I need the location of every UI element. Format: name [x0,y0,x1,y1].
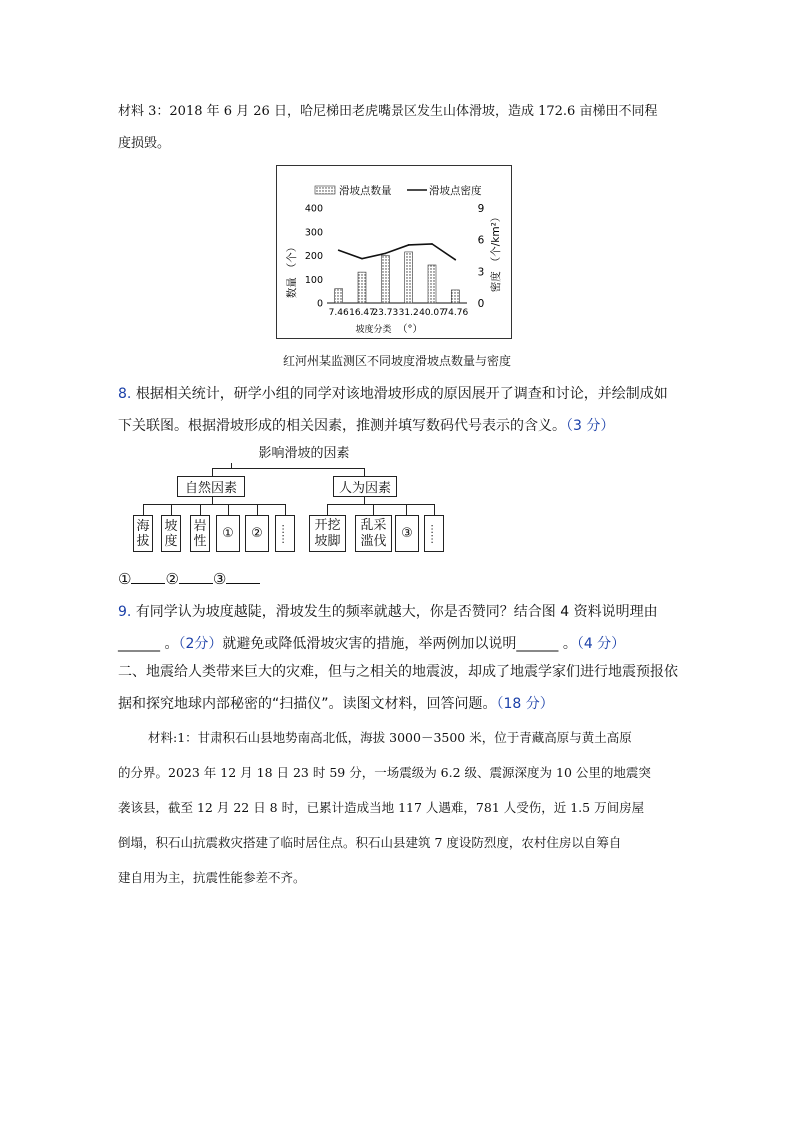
y-right-tick-label: 6 [477,234,485,247]
density-line [339,244,456,260]
material1-line: 的分界。2023 年 12 月 18 日 23 时 59 分，一场震级为 6.2 级、震源深度为 10 公里的地震突 [118,765,651,780]
q8-number: 8. [118,386,132,402]
x-tick-label: 23.73 [372,308,399,318]
q9-line1: 有同学认为坡度越陡，滑坡发生的频率就越大，你是否赞同？结合图 4 资料说明理由 [135,604,658,620]
x-tick-label: 31.2 [398,308,419,318]
leaf-drop [171,504,172,515]
x-tick-label: 40.07 [419,308,445,318]
human-branch-line [327,504,435,505]
leaf-drop [406,504,407,515]
leaf-drop [434,504,435,515]
bar-23.73 [381,256,389,304]
section2-line2: 据和探究地球内部秘密的“扫描仪”。读图文材料，回答问题。 [118,696,497,712]
natural-drop [212,468,213,476]
leaf-blank-3: ③ [395,515,419,552]
bar-7.46 [335,289,343,303]
leaf-drop [228,504,229,515]
y-right-tick-label: 3 [477,266,485,279]
natural-branch-line [143,504,285,505]
y-left-tick-label: 300 [304,227,323,239]
material1-line: 袭该县，截至 12 月 22 日 8 时，已累计造成当地 117 人遇难，781 人受伤，近 1.5 万间房屋 [118,800,645,815]
y-left-label: 数量（个） [286,241,298,299]
bar-16.47 [358,272,366,303]
answer-blank-3[interactable] [226,569,260,584]
leaf-lithology: 岩性 [190,515,210,552]
natural-factors-box: 自然因素 [177,476,245,497]
leaf-blank-2: ② [245,515,269,552]
question-8 [118,378,678,442]
slope-landslide-chart [277,166,511,338]
q9-points-1: （2分） [178,636,223,652]
y-right-tick-label: 0 [477,298,485,310]
human-stem [364,497,365,504]
human-factors-box: 人为因素 [333,476,397,497]
leaf-altitude: 海拔 [133,515,153,552]
leaf-drop [327,504,328,515]
q9-blank-2[interactable]: ______ [516,636,559,652]
leaf-drop [373,504,374,515]
chart-caption: 红河州某监测区不同坡度滑坡点数量与密度 [282,354,511,368]
chart-frame [276,165,512,339]
human-drop [364,468,365,476]
leaf-drop [200,504,201,515]
leaf-drop [143,504,144,515]
q9-number: 9. [118,604,132,620]
material1-line: 材料:1：甘肃积石山县地势南高北低，海拔 3000－3500 米，位于青藏高原与黄土高原 [148,730,632,745]
leaf-slope-excavation: 开挖坡脚 [309,515,346,552]
answer-blank-2[interactable] [179,569,213,584]
legend-bar-swatch [315,186,335,194]
material1-line: 倒塌，积石山抗震救灾搭建了临时居住点。积石山县建筑 7 度设防烈度，农村住房以自筹自 [118,835,622,850]
bar-31.2 [405,252,413,303]
material1-line: 建自用为主，抗震性能参差不齐。 [118,870,306,885]
x-tick-label: 74.76 [442,308,469,318]
q9-period-2: 。 [562,636,577,652]
q8-points: （3 分） [566,418,615,434]
x-tick-label: 16.47 [349,308,375,318]
leaf-deforestation: 乱采滥伐 [355,515,392,552]
answer-label-3: ③ [212,570,227,588]
answer-label-1: ① [118,570,132,588]
q9-line2: 就避免或降低滑坡灾害的措施，举两例加以说明 [222,636,517,652]
y-right-label: 密度（个/km²） [490,211,502,293]
legend-bar-label: 滑坡点数量 [339,185,392,197]
leaf-drop [257,504,258,515]
bar-74.76 [451,290,459,303]
y-left-tick-label: 400 [304,203,323,215]
y-left-tick-label: 0 [316,298,323,310]
y-left-tick-label: 100 [304,274,323,286]
root-branch-line [212,468,365,469]
question-9 [118,596,678,660]
y-right-tick-label: 9 [477,203,485,215]
leaf-slope: 坡度 [161,515,181,552]
section2-line1: 二、地震给人类带来巨大的灾难，但与之相关的地震波，却成了地震学家们进行地震预报依 [118,664,678,680]
material3-paragraph [118,96,678,160]
leaf-ellipsis-natural: …… [275,515,295,552]
legend-line-label: 滑坡点密度 [429,185,482,197]
answer-label-2: ② [165,570,179,588]
leaf-ellipsis-human: …… [424,515,444,552]
natural-stem [212,497,213,504]
material1-paragraph [118,720,678,895]
x-tick-label: 7.46 [328,308,349,318]
chart-legend [315,184,482,197]
q8-line2: 下关联图。根据滑坡形成的相关因素，推测并填写数码代号表示的含义。 [118,418,566,434]
x-axis-label: 坡度分类 （°） [355,324,423,335]
diagram-root: 影响滑坡的因素 [250,442,358,460]
q9-period-1: 。 [164,636,179,652]
y-left-tick-label: 200 [304,251,323,262]
q9-points-2: （4 分） [576,636,626,652]
q9-blank-1[interactable]: ______ [118,636,160,652]
leaf-drop [285,504,286,515]
q8-line1: 根据相关统计，研学小组的同学对该地滑坡形成的原因展开了调查和讨论，并绘制成如 [135,386,668,402]
leaf-blank-1: ① [216,515,240,552]
section-2-intro [118,656,678,720]
answer-blank-1[interactable] [131,569,165,584]
material3-line2: 度损毁。 [118,136,171,151]
bar-40.07 [428,265,436,303]
q8-answer-line [118,563,678,595]
section2-points: （18 分） [496,696,554,712]
material3-line1: 材料 3：2018 年 6 月 26 日，哈尼梯田老虎嘴景区发生山体滑坡，造成 172.6 亩梯田不同程 [118,104,658,119]
